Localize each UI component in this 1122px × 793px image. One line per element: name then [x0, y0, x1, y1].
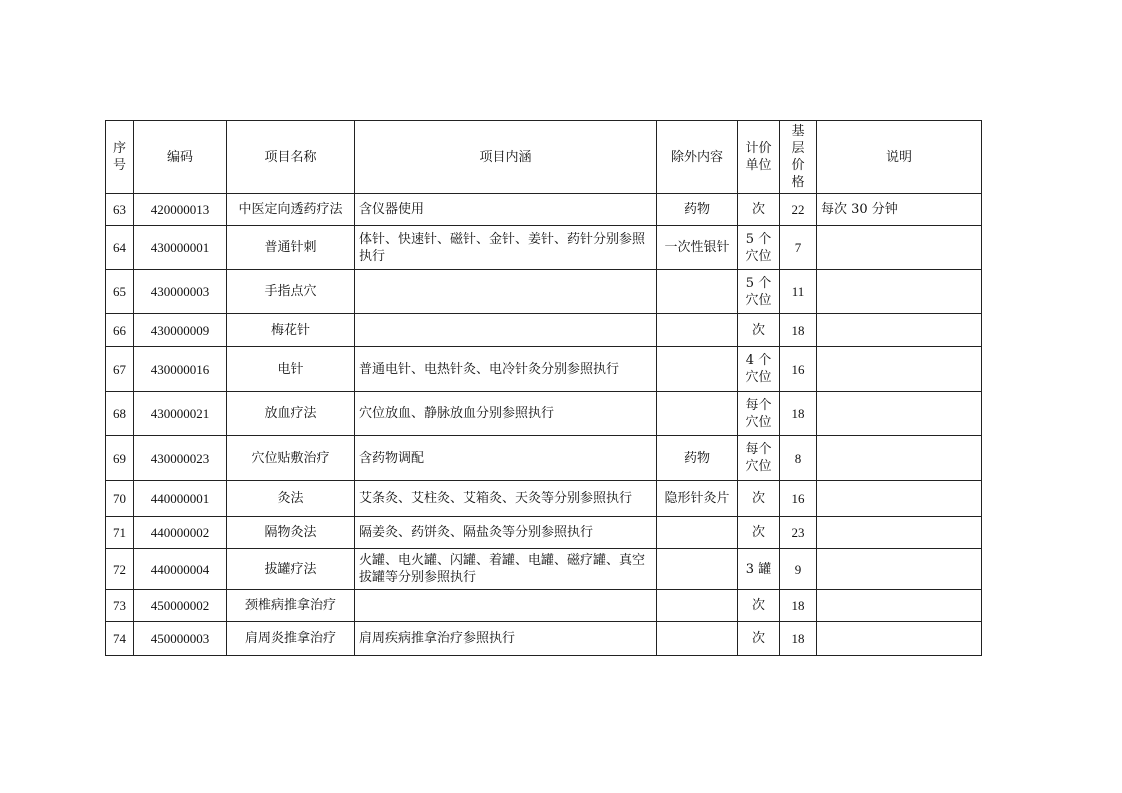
cell-content — [355, 314, 657, 347]
cell-code: 430000009 — [134, 314, 227, 347]
table-row — [106, 392, 982, 436]
cell-note — [817, 392, 982, 436]
cell-code: 450000003 — [134, 622, 227, 656]
cell-content: 穴位放血、静脉放血分别参照执行 — [355, 392, 657, 436]
cell-unit: 4 个穴位 — [738, 347, 780, 392]
cell-note — [817, 549, 982, 590]
cell-unit: 次 — [738, 314, 780, 347]
cell-note — [817, 481, 982, 517]
cell-seq: 63 — [106, 194, 134, 226]
header-unit: 计价单位 — [738, 121, 780, 194]
table-row — [106, 194, 982, 226]
cell-excluded — [657, 590, 738, 622]
cell-name: 灸法 — [227, 481, 355, 517]
header-excluded: 除外内容 — [657, 121, 738, 194]
cell-name: 普通针刺 — [227, 226, 355, 270]
cell-content: 体针、快速针、磁针、金针、姜针、药针分别参照执行 — [355, 226, 657, 270]
table-row — [106, 436, 982, 481]
table-row — [106, 270, 982, 314]
cell-code: 430000021 — [134, 392, 227, 436]
cell-name: 梅花针 — [227, 314, 355, 347]
header-seq: 序号 — [106, 121, 134, 194]
cell-unit: 次 — [738, 590, 780, 622]
fee-table — [105, 120, 982, 656]
cell-name: 颈椎病推拿治疗 — [227, 590, 355, 622]
cell-unit: 次 — [738, 481, 780, 517]
cell-code: 430000016 — [134, 347, 227, 392]
cell-note — [817, 436, 982, 481]
cell-seq: 65 — [106, 270, 134, 314]
cell-seq: 64 — [106, 226, 134, 270]
cell-unit: 每个穴位 — [738, 392, 780, 436]
cell-price: 22 — [780, 194, 817, 226]
cell-seq: 66 — [106, 314, 134, 347]
cell-excluded — [657, 622, 738, 656]
table-row — [106, 226, 982, 270]
header-name: 项目名称 — [227, 121, 355, 194]
header-content: 项目内涵 — [355, 121, 657, 194]
cell-price: 16 — [780, 481, 817, 517]
cell-seq: 69 — [106, 436, 134, 481]
table-row — [106, 622, 982, 656]
cell-content: 艾条灸、艾柱灸、艾箱灸、天灸等分别参照执行 — [355, 481, 657, 517]
cell-note — [817, 270, 982, 314]
cell-note — [817, 347, 982, 392]
cell-code: 440000001 — [134, 481, 227, 517]
cell-seq: 68 — [106, 392, 134, 436]
cell-name: 隔物灸法 — [227, 517, 355, 549]
cell-seq: 71 — [106, 517, 134, 549]
cell-price: 16 — [780, 347, 817, 392]
cell-note — [817, 226, 982, 270]
cell-content — [355, 270, 657, 314]
cell-code: 430000023 — [134, 436, 227, 481]
cell-name: 穴位贴敷治疗 — [227, 436, 355, 481]
cell-unit: 每个穴位 — [738, 436, 780, 481]
cell-code: 450000002 — [134, 590, 227, 622]
cell-excluded: 药物 — [657, 194, 738, 226]
cell-unit: 次 — [738, 622, 780, 656]
cell-price: 9 — [780, 549, 817, 590]
cell-seq: 73 — [106, 590, 134, 622]
cell-price: 18 — [780, 392, 817, 436]
cell-unit: 5 个穴位 — [738, 270, 780, 314]
cell-content: 隔姜灸、药饼灸、隔盐灸等分别参照执行 — [355, 517, 657, 549]
cell-excluded: 药物 — [657, 436, 738, 481]
cell-name: 电针 — [227, 347, 355, 392]
header-note: 说明 — [817, 121, 982, 194]
cell-unit: 次 — [738, 194, 780, 226]
cell-excluded — [657, 347, 738, 392]
cell-content — [355, 590, 657, 622]
cell-content: 肩周疾病推拿治疗参照执行 — [355, 622, 657, 656]
cell-code: 420000013 — [134, 194, 227, 226]
cell-price: 18 — [780, 590, 817, 622]
cell-excluded — [657, 270, 738, 314]
cell-price: 18 — [780, 314, 817, 347]
cell-content: 火罐、电火罐、闪罐、着罐、电罐、磁疗罐、真空拔罐等分别参照执行 — [355, 549, 657, 590]
cell-code: 440000004 — [134, 549, 227, 590]
cell-note — [817, 314, 982, 347]
table-row — [106, 314, 982, 347]
cell-code: 440000002 — [134, 517, 227, 549]
cell-note — [817, 590, 982, 622]
cell-price: 8 — [780, 436, 817, 481]
cell-excluded — [657, 549, 738, 590]
cell-content: 含药物调配 — [355, 436, 657, 481]
cell-name: 肩周炎推拿治疗 — [227, 622, 355, 656]
cell-content: 含仪器使用 — [355, 194, 657, 226]
cell-note: 每次 30 分钟 — [817, 194, 982, 226]
cell-name: 拔罐疗法 — [227, 549, 355, 590]
cell-excluded — [657, 392, 738, 436]
table-header-row — [106, 121, 982, 194]
table-row — [106, 549, 982, 590]
cell-excluded: 一次性银针 — [657, 226, 738, 270]
cell-seq: 67 — [106, 347, 134, 392]
cell-name: 放血疗法 — [227, 392, 355, 436]
table-row — [106, 481, 982, 517]
cell-unit: 次 — [738, 517, 780, 549]
cell-code: 430000003 — [134, 270, 227, 314]
cell-excluded — [657, 314, 738, 347]
cell-seq: 72 — [106, 549, 134, 590]
table-row — [106, 590, 982, 622]
header-price: 基层价格 — [780, 121, 817, 194]
cell-price: 23 — [780, 517, 817, 549]
cell-content: 普通电针、电热针灸、电冷针灸分别参照执行 — [355, 347, 657, 392]
cell-note — [817, 517, 982, 549]
cell-note — [817, 622, 982, 656]
cell-excluded: 隐形针灸片 — [657, 481, 738, 517]
cell-price: 7 — [780, 226, 817, 270]
cell-name: 中医定向透药疗法 — [227, 194, 355, 226]
cell-unit: 3 罐 — [738, 549, 780, 590]
cell-price: 11 — [780, 270, 817, 314]
cell-unit: 5 个穴位 — [738, 226, 780, 270]
cell-price: 18 — [780, 622, 817, 656]
cell-name: 手指点穴 — [227, 270, 355, 314]
table-row — [106, 517, 982, 549]
header-code: 编码 — [134, 121, 227, 194]
table-row — [106, 347, 982, 392]
cell-code: 430000001 — [134, 226, 227, 270]
cell-seq: 70 — [106, 481, 134, 517]
cell-seq: 74 — [106, 622, 134, 656]
cell-excluded — [657, 517, 738, 549]
